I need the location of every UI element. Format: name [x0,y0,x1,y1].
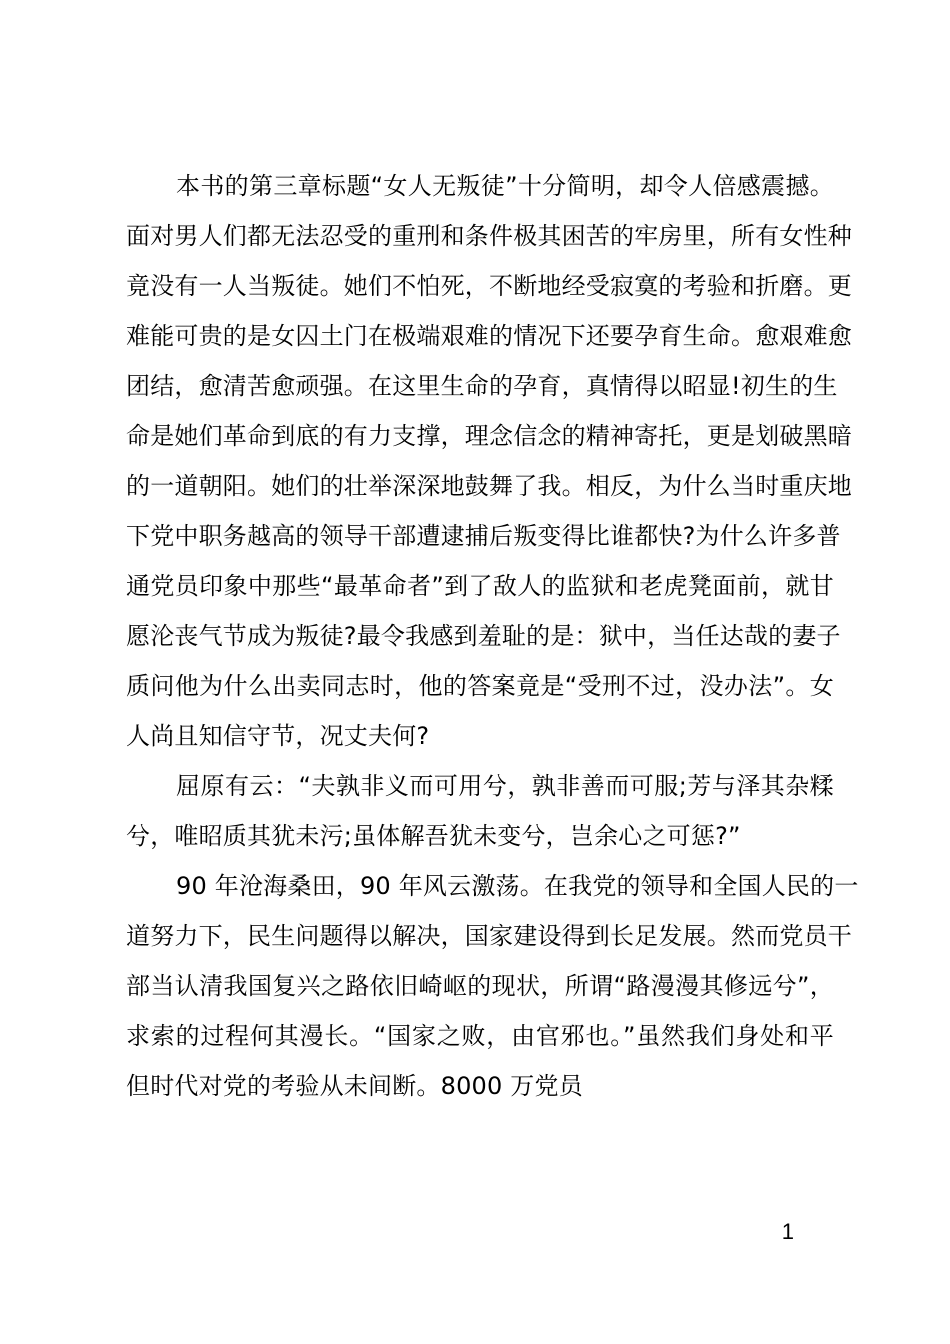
paragraph-1-line-4: 难能可贵的是女囚土门在极端艰难的情况下还要孕育生命。愈艰难愈 [126,322,852,350]
paragraph-3-line-4: 求索的过程何其漫长。“国家之败，由官邪也。”虽然我们身处和平 [126,1022,834,1050]
paragraph-1-line-11: 质问他为什么出卖同志时，他的答案竟是“受刑不过，没办法”。女 [126,672,834,700]
paragraph-1-line-6: 命是她们革命到底的有力支撑，理念信念的精神寄托，更是划破黑暗 [126,422,852,450]
paragraph-2-line-2: 兮，唯昭质其犹未污;虽体解吾犹未变兮，岂余心之可惩?” [126,822,741,850]
paragraph-1-line-8: 下党中职务越高的领导干部遭逮捕后叛变得比谁都快?为什么许多普 [126,522,841,550]
paragraph-1-line-3: 竟没有一人当叛徒。她们不怕死，不断地经受寂寞的考验和折磨。更 [126,272,852,300]
paragraph-1-line-1: 本书的第三章标题“女人无叛徒”十分简明，却令人倍感震撼。 [176,172,834,200]
page-number: 1 [781,1219,794,1244]
paragraph-1-line-7: 的一道朝阳。她们的壮举深深地鼓舞了我。相反，为什么当时重庆地 [126,472,852,500]
paragraph-1-line-9: 通党员印象中那些“最革命者”到了敌人的监狱和老虎凳面前，就甘 [126,572,834,600]
paragraph-3-line-1: 90 年沧海桑田，90 年风云激荡。在我党的领导和全国人民的一 [176,872,859,900]
paragraph-1-line-10: 愿沦丧气节成为叛徒?最令我感到羞耻的是：狱中，当任达哉的妻子 [126,622,841,650]
paragraph-1-line-2: 面对男人们都无法忍受的重刑和条件极其困苦的牢房里，所有女性种 [126,222,852,250]
paragraph-1-line-12: 人尚且知信守节，况丈夫何? [126,722,430,750]
paragraph-3-line-2: 道努力下，民生问题得以解决，国家建设得到长足发展。然而党员干 [126,922,852,950]
paragraph-1-line-5: 团结，愈清苦愈顽强。在这里生命的孕育，真情得以昭显!初生的生 [126,372,838,400]
paragraph-3-line-3: 部当认清我国复兴之路依旧崎岖的现状，所谓“路漫漫其修远兮”， [126,972,834,1000]
paragraph-2-line-1: 屈原有云：“夫孰非义而可用兮，孰非善而可服;芳与泽其杂糅 [176,772,834,800]
paragraph-3-line-5: 但时代对党的考验从未间断。8000 万党员 [126,1072,583,1100]
